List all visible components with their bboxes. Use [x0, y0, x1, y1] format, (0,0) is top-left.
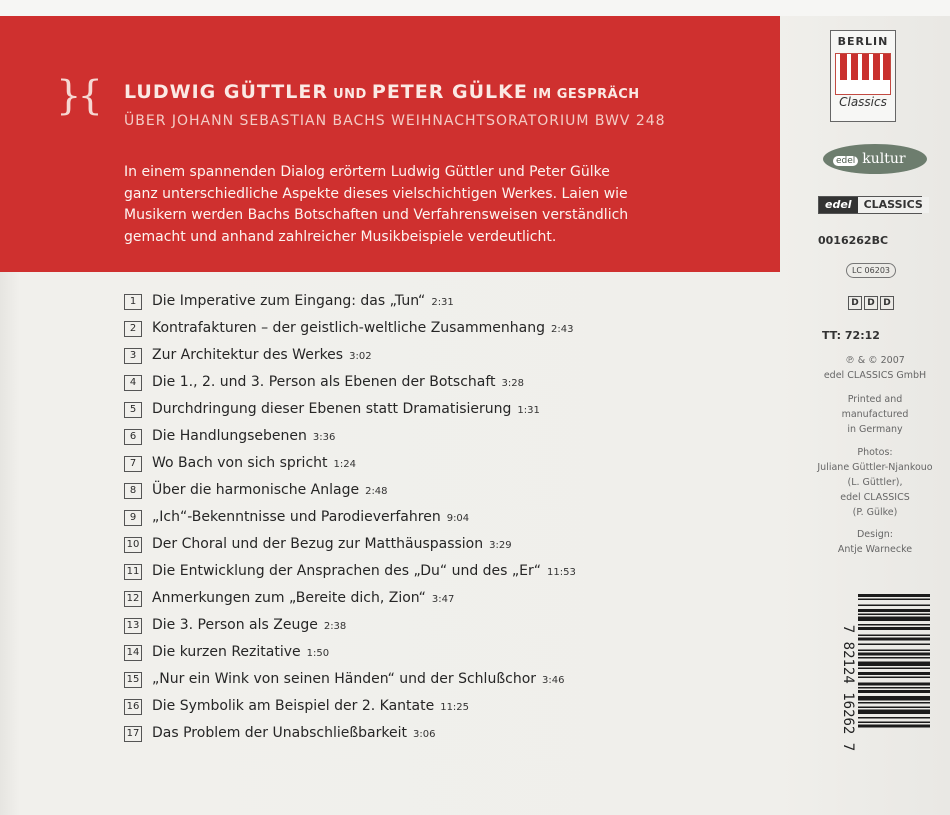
track-title: Kontrafakturen – der geistlich-weltliche Zusammenhang — [152, 320, 546, 336]
name-gulke: PETER GÜLKE — [371, 81, 528, 103]
berlin-logo-top: BERLIN — [837, 35, 889, 48]
ddd-code — [848, 296, 894, 310]
name-guttler: LUDWIG GÜTTLER — [124, 81, 328, 103]
barcode-bar — [858, 605, 930, 607]
track-row — [124, 617, 764, 644]
track-row — [124, 644, 764, 671]
catalog-number: 0016262BC — [818, 234, 889, 247]
barcode-bar — [858, 599, 930, 601]
barcode — [838, 588, 938, 788]
track-row — [124, 320, 764, 347]
barcode-bar — [858, 683, 930, 686]
track-title: Die 3. Person als Zeuge — [152, 617, 318, 633]
im-gesprach-label: IM GESPRÄCH — [532, 87, 640, 102]
track-time: 11:25 — [440, 702, 470, 713]
track-time: 3:28 — [501, 378, 525, 389]
barcode-bar — [858, 609, 930, 612]
intro-text — [124, 162, 744, 248]
intro-line: gemacht und anhand zahlreicher Musikbeispiele verdeutlicht. — [124, 228, 557, 245]
track-number: 14 — [124, 645, 142, 661]
track-number: 4 — [124, 375, 142, 391]
ddd-letter: D — [864, 296, 878, 310]
berlin-classics-logo — [830, 30, 896, 122]
bracket-logo: }{ — [56, 73, 99, 119]
track-title: Die Entwicklung der Ansprachen des „Du“ und des „Er“ — [152, 563, 542, 579]
copyright-notice — [810, 353, 940, 383]
track-row — [124, 428, 764, 455]
barcode-bar — [858, 650, 930, 652]
track-number: 1 — [124, 294, 142, 310]
printed-line: Printed and — [847, 394, 903, 405]
barcode-bar — [858, 687, 930, 689]
intro-line: Musikern werden Bachs Botschaften und Verfahrensweisen verständlich — [124, 207, 629, 223]
barcode-bars — [858, 594, 930, 728]
ddd-letter: D — [880, 296, 894, 310]
photos-line: Photos: — [857, 447, 893, 458]
track-number: 9 — [124, 510, 142, 526]
track-time: 2:43 — [551, 324, 574, 335]
track-row — [124, 698, 764, 725]
printed-line: manufactured — [841, 409, 909, 420]
copyright-line: ℗ & © 2007 — [845, 355, 905, 366]
track-title: Wo Bach von sich spricht — [152, 455, 328, 471]
photos-line: Juliane Güttler-Njankouo — [817, 462, 933, 473]
intro-line: In einem spannenden Dialog erörtern Ludwig Güttler und Peter Gülke — [124, 164, 610, 180]
track-time: 1:50 — [306, 648, 330, 659]
track-row — [124, 563, 764, 590]
edel-label: edel — [819, 197, 858, 213]
track-title: Die 1., 2. und 3. Person als Ebenen der Botschaft — [152, 374, 496, 390]
barcode-bar — [858, 717, 930, 719]
barcode-bar — [858, 722, 930, 724]
track-time: 3:06 — [412, 729, 436, 740]
track-time: 3:02 — [349, 351, 372, 362]
track-row — [124, 509, 764, 536]
classics-label: CLASSICS — [858, 197, 929, 213]
track-title: Der Choral und der Bezug zur Matthäuspassion — [152, 536, 484, 552]
piano-keys-icon — [835, 53, 891, 95]
barcode-bar — [858, 677, 930, 679]
barcode-bar — [858, 710, 930, 715]
photos-line: (P. Gülke) — [852, 507, 898, 518]
track-number: 8 — [124, 483, 142, 499]
track-number: 17 — [124, 726, 142, 742]
track-time: 3:47 — [431, 594, 455, 605]
track-number: 3 — [124, 348, 142, 364]
photo-credits — [810, 445, 940, 520]
barcode-digits: 7 82124 16262 7 — [840, 624, 856, 752]
label-sidebar — [790, 0, 950, 815]
track-row — [124, 347, 764, 374]
track-row — [124, 482, 764, 509]
label-code: LC 06203 — [846, 263, 896, 278]
track-title: Zur Architektur des Werkes — [152, 347, 344, 363]
track-time: 2:31 — [431, 297, 454, 308]
design-credit — [810, 527, 940, 557]
track-row — [124, 536, 764, 563]
track-time: 1:31 — [517, 405, 540, 416]
copyright-line: edel CLASSICS GmbH — [823, 370, 927, 381]
track-number: 2 — [124, 321, 142, 337]
track-number: 5 — [124, 402, 142, 418]
barcode-bar — [858, 662, 930, 667]
track-row — [124, 455, 764, 482]
title — [124, 81, 640, 103]
track-title: Die Imperative zum Eingang: das „Tun“ — [152, 293, 426, 309]
track-time: 1:24 — [333, 459, 356, 470]
track-time: 2:48 — [365, 486, 388, 497]
track-number: 7 — [124, 456, 142, 472]
edel-classics-logo — [818, 196, 922, 214]
track-title: „Ich“-Bekenntnisse und Parodieverfahren — [152, 509, 441, 525]
track-title: Über die harmonische Anlage — [152, 482, 360, 498]
track-number: 11 — [124, 564, 142, 580]
photos-line: edel CLASSICS — [840, 492, 910, 503]
track-time: 2:38 — [323, 621, 347, 632]
total-time: TT: 72:12 — [822, 329, 880, 342]
barcode-bar — [858, 614, 930, 616]
ddd-letter: D — [848, 296, 862, 310]
track-title: Durchdringung dieser Ebenen statt Dramatisierung — [152, 401, 512, 417]
barcode-bar — [858, 707, 930, 709]
track-number: 10 — [124, 537, 142, 553]
track-number: 12 — [124, 591, 142, 607]
track-number: 15 — [124, 672, 142, 688]
barcode-bar — [858, 627, 930, 630]
barcode-bar — [858, 725, 930, 728]
barcode-bar — [858, 624, 930, 626]
barcode-bar — [858, 696, 930, 701]
track-title: Das Problem der Unabschließbarkeit — [152, 725, 407, 741]
barcode-bar — [858, 635, 930, 637]
track-row — [124, 590, 764, 617]
barcode-bar — [858, 653, 930, 656]
barcode-bar — [858, 690, 930, 693]
track-title: Die kurzen Rezitative — [152, 644, 301, 660]
track-time: 11:53 — [547, 567, 576, 578]
barcode-bar — [858, 668, 930, 670]
track-list — [124, 293, 764, 752]
track-row — [124, 293, 764, 320]
berlin-logo-bottom: Classics — [839, 95, 887, 109]
kultur-label: kultur — [862, 151, 906, 167]
track-number: 6 — [124, 429, 142, 445]
subtitle: ÜBER JOHANN SEBASTIAN BACHS WEIHNACHTSORATORIUM BWV 248 — [124, 113, 666, 129]
photos-line: (L. Güttler), — [847, 477, 903, 488]
track-row — [124, 725, 764, 752]
track-time: 9:04 — [446, 513, 470, 524]
track-time: 3:36 — [312, 432, 336, 443]
barcode-bar — [858, 702, 930, 704]
track-number: 13 — [124, 618, 142, 634]
edel-kultur-logo — [823, 144, 927, 174]
barcode-bar — [858, 672, 930, 675]
track-time: 3:46 — [542, 675, 565, 686]
und-label: UND — [333, 87, 367, 102]
track-title: Die Handlungsebenen — [152, 428, 307, 444]
edel-mini-label: edel — [833, 156, 858, 166]
track-number: 16 — [124, 699, 142, 715]
printed-notice — [810, 392, 940, 437]
barcode-bar — [858, 644, 930, 646]
design-line: Design: — [856, 529, 893, 540]
track-title: Die Symbolik am Beispiel der 2. Kantate — [152, 698, 435, 714]
track-title: Anmerkungen zum „Bereite dich, Zion“ — [152, 590, 426, 606]
barcode-bar — [858, 657, 930, 659]
barcode-bar — [858, 638, 930, 641]
intro-line: ganz unterschiedliche Aspekte dieses vielschichtigen Werkes. Laien wie — [124, 185, 628, 202]
design-line: Antje Warnecke — [837, 544, 913, 555]
barcode-bar — [858, 617, 930, 622]
barcode-bar — [858, 594, 930, 597]
track-row — [124, 401, 764, 428]
track-row — [124, 671, 764, 698]
track-time: 3:29 — [489, 540, 512, 551]
track-title: „Nur ein Wink von seinen Händen“ und der Schlußchor — [152, 671, 537, 687]
header-panel — [0, 16, 780, 272]
printed-line: in Germany — [847, 424, 903, 435]
track-row — [124, 374, 764, 401]
